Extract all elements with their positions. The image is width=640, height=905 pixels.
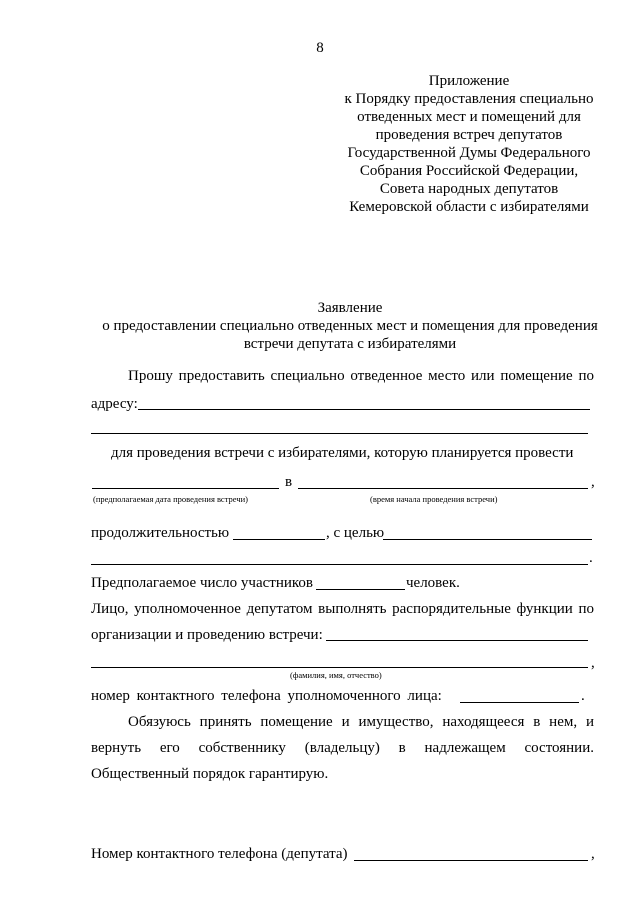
obligation-line-3: Общественный порядок гарантирую. xyxy=(91,766,329,782)
authorized-line-1: Лицо, уполномоченное депутатом выполнять распорядительные функции по xyxy=(91,601,594,617)
title-line-2: встречи депутата с избирателями xyxy=(243,336,457,352)
contact-authorized-label: номер контактного телефона уполномоченного лица: xyxy=(91,688,442,704)
comma: , xyxy=(591,655,595,671)
address-label: адресу: xyxy=(91,396,138,412)
duration-field[interactable] xyxy=(233,539,325,540)
obligation-line-2: вернуть его собственнику (владельцу) в надлежащем состоянии. xyxy=(91,740,594,756)
meeting-text: для проведения встречи с избирателями, которую планируется провести xyxy=(111,445,574,461)
document-title xyxy=(60,299,640,353)
page-number: 8 xyxy=(316,40,324,56)
in-word: в xyxy=(285,474,293,490)
appendix-line: Собрания Российской Федерации, xyxy=(359,163,579,179)
title-heading: Заявление xyxy=(317,300,383,316)
address-field[interactable] xyxy=(138,409,590,410)
title-line-1: о предоставлении специально отведенных мест и помещения для проведения xyxy=(102,318,598,334)
participants-unit: человек. xyxy=(406,575,460,591)
appendix-line: Совета народных депутатов xyxy=(379,181,559,197)
period: . xyxy=(589,550,593,566)
obligation-line-1: Обязуюсь принять помещение и имущество, находящееся в нем, и xyxy=(128,714,594,730)
contact-authorized-field[interactable] xyxy=(460,702,579,703)
deputy-phone-label: Номер контактного телефона (депутата) xyxy=(91,846,348,862)
full-name-caption: (фамилия, имя, отчество) xyxy=(290,670,382,680)
authorized-line-2: организации и проведению встречи: xyxy=(91,627,323,643)
appendix-line: Приложение xyxy=(428,73,510,89)
date-field[interactable] xyxy=(92,488,279,489)
purpose-field-continued[interactable] xyxy=(91,564,588,565)
purpose-label: , с целью xyxy=(326,525,385,541)
purpose-field[interactable] xyxy=(383,539,592,540)
duration-label: продолжительностью xyxy=(91,525,230,541)
time-field[interactable] xyxy=(298,488,588,489)
comma: , xyxy=(591,474,595,490)
appendix-line: отведенных мест и помещений для xyxy=(357,109,581,125)
address-field-continued[interactable] xyxy=(91,433,588,434)
time-caption: (время начала проведения встречи) xyxy=(370,494,498,504)
deputy-phone-field[interactable] xyxy=(354,860,588,861)
request-line-1: Прошу предоставить специально отведенное место или помещение по xyxy=(128,368,594,384)
participants-label: Предполагаемое число участников xyxy=(91,575,313,591)
full-name-field[interactable] xyxy=(91,667,588,668)
appendix-line: к Порядку предоставления специально xyxy=(344,91,594,107)
date-caption: (предполагаемая дата проведения встречи) xyxy=(93,494,248,504)
appendix-block xyxy=(330,72,608,216)
comma: , xyxy=(591,846,595,862)
authorized-person-field[interactable] xyxy=(326,640,588,641)
appendix-line: Кемеровской области с избирателями xyxy=(349,199,589,215)
period: . xyxy=(581,688,585,704)
appendix-line: проведения встреч депутатов xyxy=(375,127,563,143)
participants-field[interactable] xyxy=(316,589,405,590)
appendix-line: Государственной Думы Федерального xyxy=(347,145,591,161)
